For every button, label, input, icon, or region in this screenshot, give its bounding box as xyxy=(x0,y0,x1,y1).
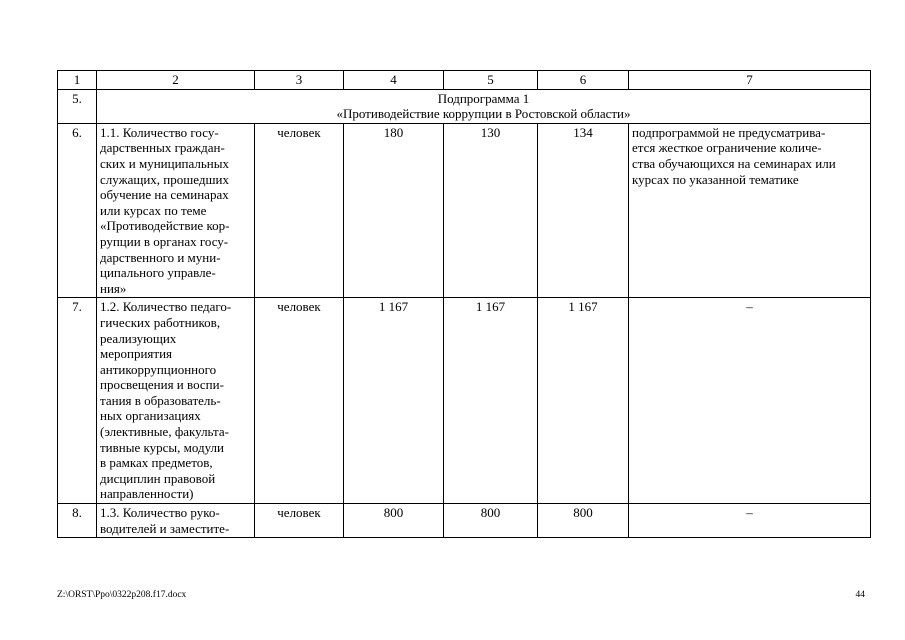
unit-cell: человек xyxy=(255,504,344,538)
unit-cell: человек xyxy=(255,123,344,298)
indicators-table xyxy=(57,70,871,538)
value-cell-6: 134 xyxy=(538,123,629,298)
section-title-line2: «Противодействие коррупции в Ростовской области» xyxy=(336,106,631,122)
section-title-line1: Подпрограмма 1 xyxy=(437,90,530,106)
note-cell: – xyxy=(629,504,871,538)
header-row xyxy=(58,71,871,90)
value-cell-6: 1 167 xyxy=(538,298,629,504)
value-cell-5: 800 xyxy=(444,504,538,538)
row-number: 7. xyxy=(58,298,97,504)
header-cell-4: 4 xyxy=(344,71,444,90)
header-cell-3: 3 xyxy=(255,71,344,90)
value-cell-5: 130 xyxy=(444,123,538,298)
value-cell-6: 800 xyxy=(538,504,629,538)
section-title xyxy=(97,89,871,123)
footer-file-path: Z:\ORST\Ppo\0322p208.f17.docx xyxy=(57,590,187,600)
note-cell: подпрограммой не предусматрива- ется жесткое ограничение количе- ства обучающихся на семинарах или курсах по указанной тематике xyxy=(629,123,871,298)
header-cell-6: 6 xyxy=(538,71,629,90)
header-cell-5: 5 xyxy=(444,71,538,90)
indicator-name: 1.2. Количество педаго- гических работников, реализующих мероприятия антикоррупционного просвещения и воспи- тания в образователь- ных организациях (элективные, факульта- тивные курсы, модули в рамках предметов, дисциплин правовой направленности) xyxy=(97,298,255,504)
page-number: 44 xyxy=(855,590,865,600)
header-cell-1: 1 xyxy=(58,71,97,90)
table-row xyxy=(58,123,871,298)
value-cell-4: 180 xyxy=(344,123,444,298)
indicator-name: 1.3. Количество руко- водителей и заместите- xyxy=(97,504,255,538)
indicator-name: 1.1. Количество госу- дарственных граждан- ских и муниципальных служащих, прошедших обучение на семинарах или курсах по теме «Противодействие кор- рупции в органах госу- дарственного и муни- ципального управле- ния» xyxy=(97,123,255,298)
row-number: 6. xyxy=(58,123,97,298)
table-row xyxy=(58,504,871,538)
row-number: 8. xyxy=(58,504,97,538)
value-cell-4: 1 167 xyxy=(344,298,444,504)
header-cell-7: 7 xyxy=(629,71,871,90)
section-row xyxy=(58,89,871,123)
value-cell-4: 800 xyxy=(344,504,444,538)
note-cell: – xyxy=(629,298,871,504)
header-cell-2: 2 xyxy=(97,71,255,90)
table-row xyxy=(58,298,871,504)
section-number: 5. xyxy=(58,89,97,123)
unit-cell: человек xyxy=(255,298,344,504)
value-cell-5: 1 167 xyxy=(444,298,538,504)
